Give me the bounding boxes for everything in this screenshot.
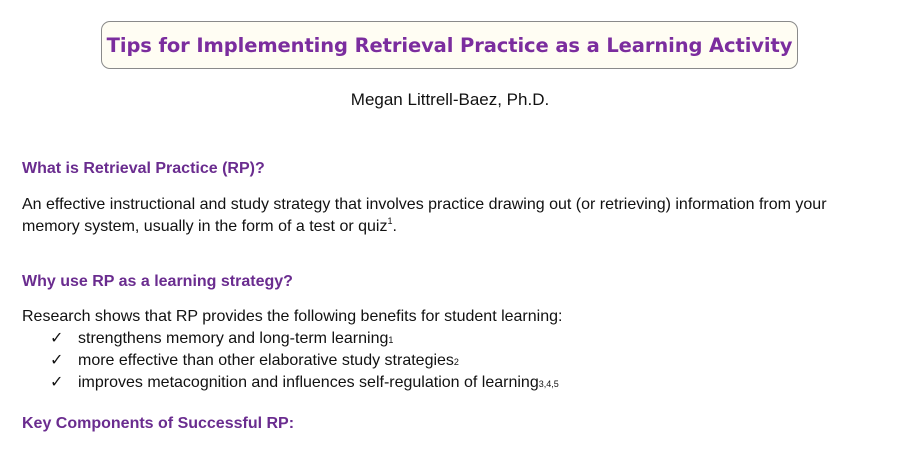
citation-superscript: 1 [387,216,393,226]
rp-definition-end: . [392,218,397,235]
section-heading-what-is-rp: What is Retrieval Practice (RP)? [22,160,265,177]
benefits-list [50,328,559,394]
rp-definition-paragraph [22,194,882,238]
check-icon: ✓ [50,374,64,391]
section-heading-key-components: Key Components of Successful RP: [22,415,295,432]
benefits-intro-text: Research shows that RP provides the following benefits for student learning: [22,308,563,325]
section-heading-why-use-rp: Why use RP as a learning strategy? [22,273,293,290]
list-item: ✓ strengthens memory and long-term learning 1 [50,328,559,350]
list-item: ✓ more effective than other elaborative study strategies 2 [50,350,559,372]
document-title: Tips for Implementing Retrieval Practice as a Learning Activity [106,33,793,57]
list-item-text: more effective than other elaborative study strategies [78,352,454,369]
list-item: ✓ improves metacognition and influences self-regulation of learning 3,4,5 [50,372,559,394]
check-icon: ✓ [50,352,64,369]
author-name: Megan Littrell-Baez, Ph.D. [350,90,550,109]
title-box [101,21,798,69]
check-icon: ✓ [50,330,64,347]
rp-definition-text: An effective instructional and study strategy that involves practice drawing out (or retrieving) information from your memory system, usually in the form of a test or quiz [22,196,827,235]
list-item-text: improves metacognition and influences self-regulation of learning [78,374,539,391]
list-item-text: strengthens memory and long-term learning [78,330,389,347]
